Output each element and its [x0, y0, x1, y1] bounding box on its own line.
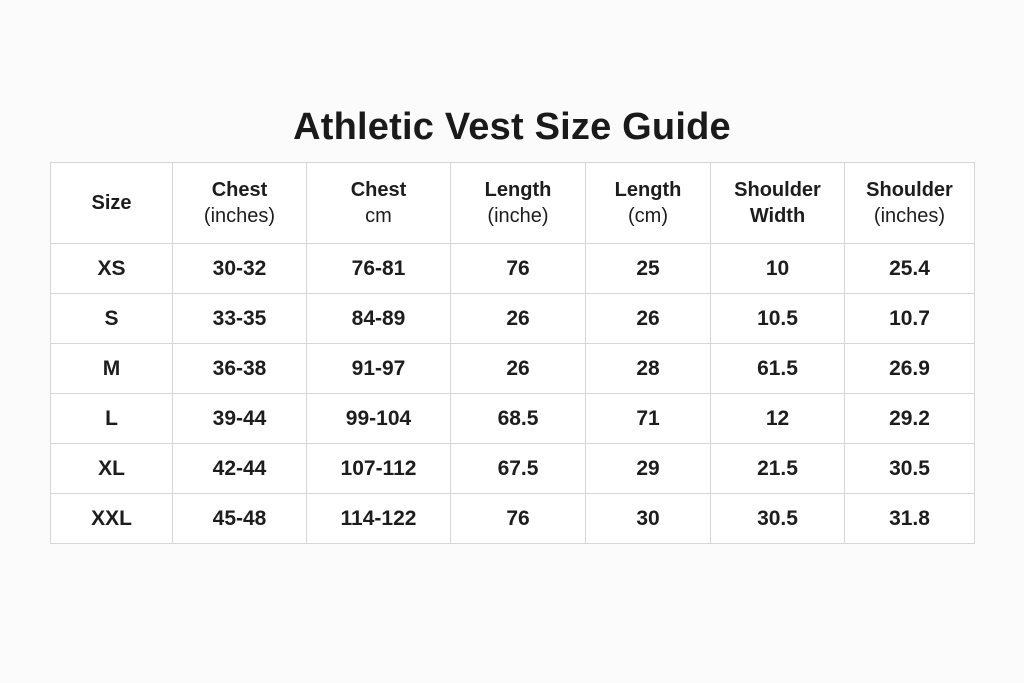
- cell-shoulder-width: 21.5: [711, 444, 845, 494]
- column-header-chest-cm: [307, 163, 451, 244]
- cell-length-cm: 25: [586, 244, 711, 294]
- cell-chest-cm: 91-97: [307, 344, 451, 394]
- cell-shoulder-width: 10: [711, 244, 845, 294]
- cell-size: M: [51, 344, 173, 394]
- size-guide-table: [50, 162, 975, 544]
- cell-shoulder-inches: 26.9: [845, 344, 975, 394]
- column-header-label: Chest: [350, 179, 407, 201]
- cell-size: XL: [51, 444, 173, 494]
- table-row: [51, 444, 975, 494]
- cell-chest-cm: 76-81: [307, 244, 451, 294]
- cell-length-cm: 29: [586, 444, 711, 494]
- cell-length-inches: 26: [451, 344, 586, 394]
- cell-shoulder-width: 12: [711, 394, 845, 444]
- column-header-unit: (inches): [873, 205, 946, 227]
- cell-shoulder-inches: 29.2: [845, 394, 975, 444]
- column-header-label: Chest: [211, 179, 268, 201]
- cell-chest-inches: 30-32: [173, 244, 307, 294]
- cell-chest-cm: 107-112: [307, 444, 451, 494]
- column-header-length-inches: [451, 163, 586, 244]
- cell-length-inches: 76: [451, 494, 586, 544]
- column-header-unit: (cm): [628, 205, 668, 227]
- cell-length-cm: 26: [586, 294, 711, 344]
- column-header-size: [51, 163, 173, 244]
- column-header-label: Size: [91, 192, 132, 214]
- cell-length-cm: 28: [586, 344, 711, 394]
- cell-chest-cm: 84-89: [307, 294, 451, 344]
- cell-chest-cm: 114-122: [307, 494, 451, 544]
- cell-size: XXL: [51, 494, 173, 544]
- table-row: [51, 344, 975, 394]
- cell-length-inches: 68.5: [451, 394, 586, 444]
- column-header-label-line2: Width: [749, 205, 806, 227]
- cell-length-inches: 67.5: [451, 444, 586, 494]
- cell-shoulder-width: 30.5: [711, 494, 845, 544]
- column-header-chest-inches: [173, 163, 307, 244]
- column-header-unit: (inche): [487, 205, 549, 227]
- cell-shoulder-inches: 31.8: [845, 494, 975, 544]
- table-row: [51, 394, 975, 444]
- cell-length-inches: 76: [451, 244, 586, 294]
- column-header-length-cm: [586, 163, 711, 244]
- cell-shoulder-inches: 10.7: [845, 294, 975, 344]
- cell-shoulder-width: 61.5: [711, 344, 845, 394]
- cell-shoulder-width: 10.5: [711, 294, 845, 344]
- column-header-label: Length: [614, 179, 682, 201]
- column-header-unit: cm: [365, 205, 392, 227]
- column-header-shoulder-inches: [845, 163, 975, 244]
- cell-size: S: [51, 294, 173, 344]
- table-row: [51, 294, 975, 344]
- cell-length-cm: 30: [586, 494, 711, 544]
- column-header-unit: (inches): [203, 205, 276, 227]
- cell-chest-inches: 45-48: [173, 494, 307, 544]
- column-header-label: Shoulder: [866, 179, 953, 201]
- table-header-row: [51, 163, 975, 244]
- page-title: Athletic Vest Size Guide: [293, 106, 731, 149]
- cell-chest-inches: 36-38: [173, 344, 307, 394]
- cell-length-cm: 71: [586, 394, 711, 444]
- cell-shoulder-inches: 25.4: [845, 244, 975, 294]
- cell-chest-inches: 39-44: [173, 394, 307, 444]
- cell-length-inches: 26: [451, 294, 586, 344]
- table-row: [51, 244, 975, 294]
- cell-size: XS: [51, 244, 173, 294]
- table-row: [51, 494, 975, 544]
- column-header-label: Shoulder: [734, 179, 821, 201]
- cell-chest-inches: 33-35: [173, 294, 307, 344]
- column-header-shoulder-width: [711, 163, 845, 244]
- cell-size: L: [51, 394, 173, 444]
- cell-shoulder-inches: 30.5: [845, 444, 975, 494]
- cell-chest-cm: 99-104: [307, 394, 451, 444]
- cell-chest-inches: 42-44: [173, 444, 307, 494]
- column-header-label: Length: [484, 179, 552, 201]
